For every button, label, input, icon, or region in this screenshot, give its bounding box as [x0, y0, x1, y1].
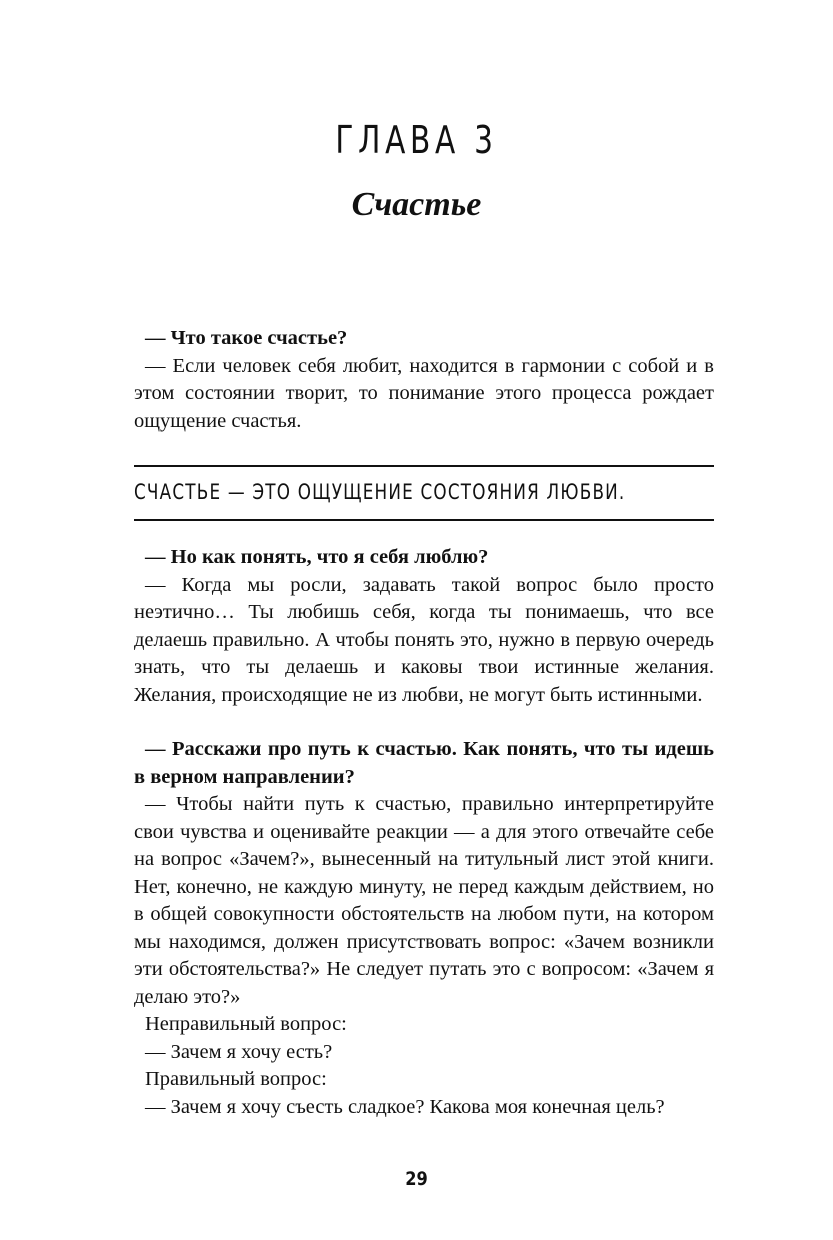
answer-3: — Чтобы найти путь к счастью, правильно интерпретируйте свои чувства и оценивайте реакции — а для этого отвечайте себе на вопрос «Зачем?», вынесенный на титульный лист этой книги. Нет, конечно, не каждую минуту, не перед каждым действием, но в общей совокупности обстоятельств на любом пути, на котором мы находимся, должен присутствовать вопрос: «Зачем возникли эти обстоятельства?» Не следует путать это с вопросом: «Зачем я делаю это?» [134, 793, 714, 1008]
answer-1: — Если человек себя любит, находится в гармонии с собой и в этом состоянии творит, то понимание этого процесса рождает ощущение счастья. [134, 354, 714, 432]
answer-2: — Когда мы росли, задавать такой вопрос было просто неэтично… Ты любишь себя, когда ты понимаешь, что все делаешь правильно. А чтобы понять это, нужно в первую очередь знать, что ты делаешь и каковы твои истинные желания. Желания, происходящие не из любви, не могут быть истинными. [134, 573, 714, 706]
pull-quote: СЧАСТЬЕ — ЭТО ОЩУЩЕНИЕ СОСТОЯНИЯ ЛЮБВИ. [134, 480, 626, 504]
question-3: — Расскажи про путь к счастью. Как понять, что ты идешь в верном направлении? [134, 738, 714, 788]
quote-rule-top [134, 465, 714, 467]
right-question-example: — Зачем я хочу съесть сладкое? Какова моя конечная цель? [145, 1095, 665, 1118]
chapter-title: Счастье [351, 186, 482, 223]
section-3 [134, 736, 714, 1121]
section-1 [134, 325, 714, 435]
quote-rule-bottom [134, 519, 714, 521]
wrong-question-label: Неправильный вопрос: [145, 1013, 347, 1035]
wrong-question-example: — Зачем я хочу есть? [145, 1040, 333, 1063]
right-question-label: Правильный вопрос: [145, 1068, 327, 1090]
question-2: — Но как понять, что я себя люблю? [145, 546, 489, 568]
chapter-label: ГЛАВА 3 [335, 118, 498, 162]
section-2 [134, 544, 714, 709]
page-number: 29 [405, 1168, 428, 1190]
question-1: — Что такое счастье? [145, 327, 348, 349]
